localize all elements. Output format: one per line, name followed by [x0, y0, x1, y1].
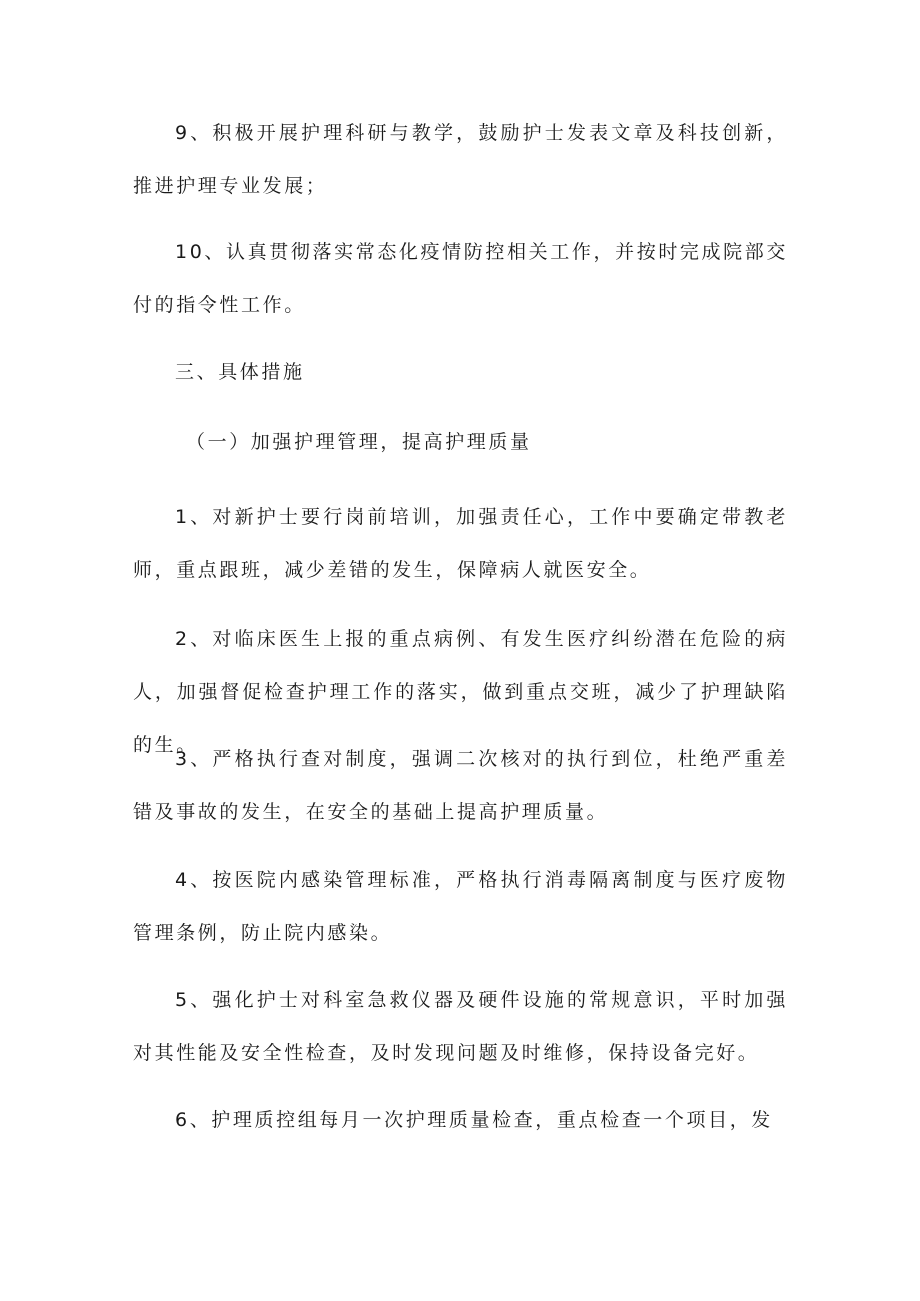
subsection-heading-management: （一）加强护理管理，提高护理质量	[186, 431, 532, 453]
paragraph-item-2: 2、对临床医生上报的重点病例、有发生医疗纠纷潜在危险的病人，加强督促检查护理工作的落实，做到重点交班，减少了护理缺陷的生。	[133, 628, 788, 756]
paragraph-item-4: 4、按医院内感染管理标准，严格执行消毒隔离制度与医疗废物管理条例，防止院内感染。	[133, 869, 788, 944]
paragraph-item-5: 5、强化护士对科室急救仪器及硬件设施的常规意识，平时加强对其性能及安全性检查，及时发现问题及时维修，保持设备完好。	[133, 989, 788, 1064]
paragraph-item-3: 3、严格执行查对制度，强调二次核对的执行到位，杜绝严重差错及事故的发生，在安全的基础上提高护理质量。	[133, 748, 788, 823]
paragraph-item-9: 9、积极开展护理科研与教学，鼓励护士发表文章及科技创新，推进护理专业发展；	[133, 122, 788, 197]
section-heading-measures: 三、具体措施	[175, 361, 305, 383]
paragraph-item-1: 1、对新护士要行岗前培训，加强责任心，工作中要确定带教老师，重点跟班，减少差错的发生，保障病人就医安全。	[133, 506, 788, 581]
paragraph-item-10: 10、认真贯彻落实常态化疫情防控相关工作，并按时完成院部交付的指令性工作。	[133, 241, 788, 316]
paragraph-item-6: 6、护理质控组每月一次护理质量检查，重点检查一个项目，发	[175, 1109, 773, 1131]
